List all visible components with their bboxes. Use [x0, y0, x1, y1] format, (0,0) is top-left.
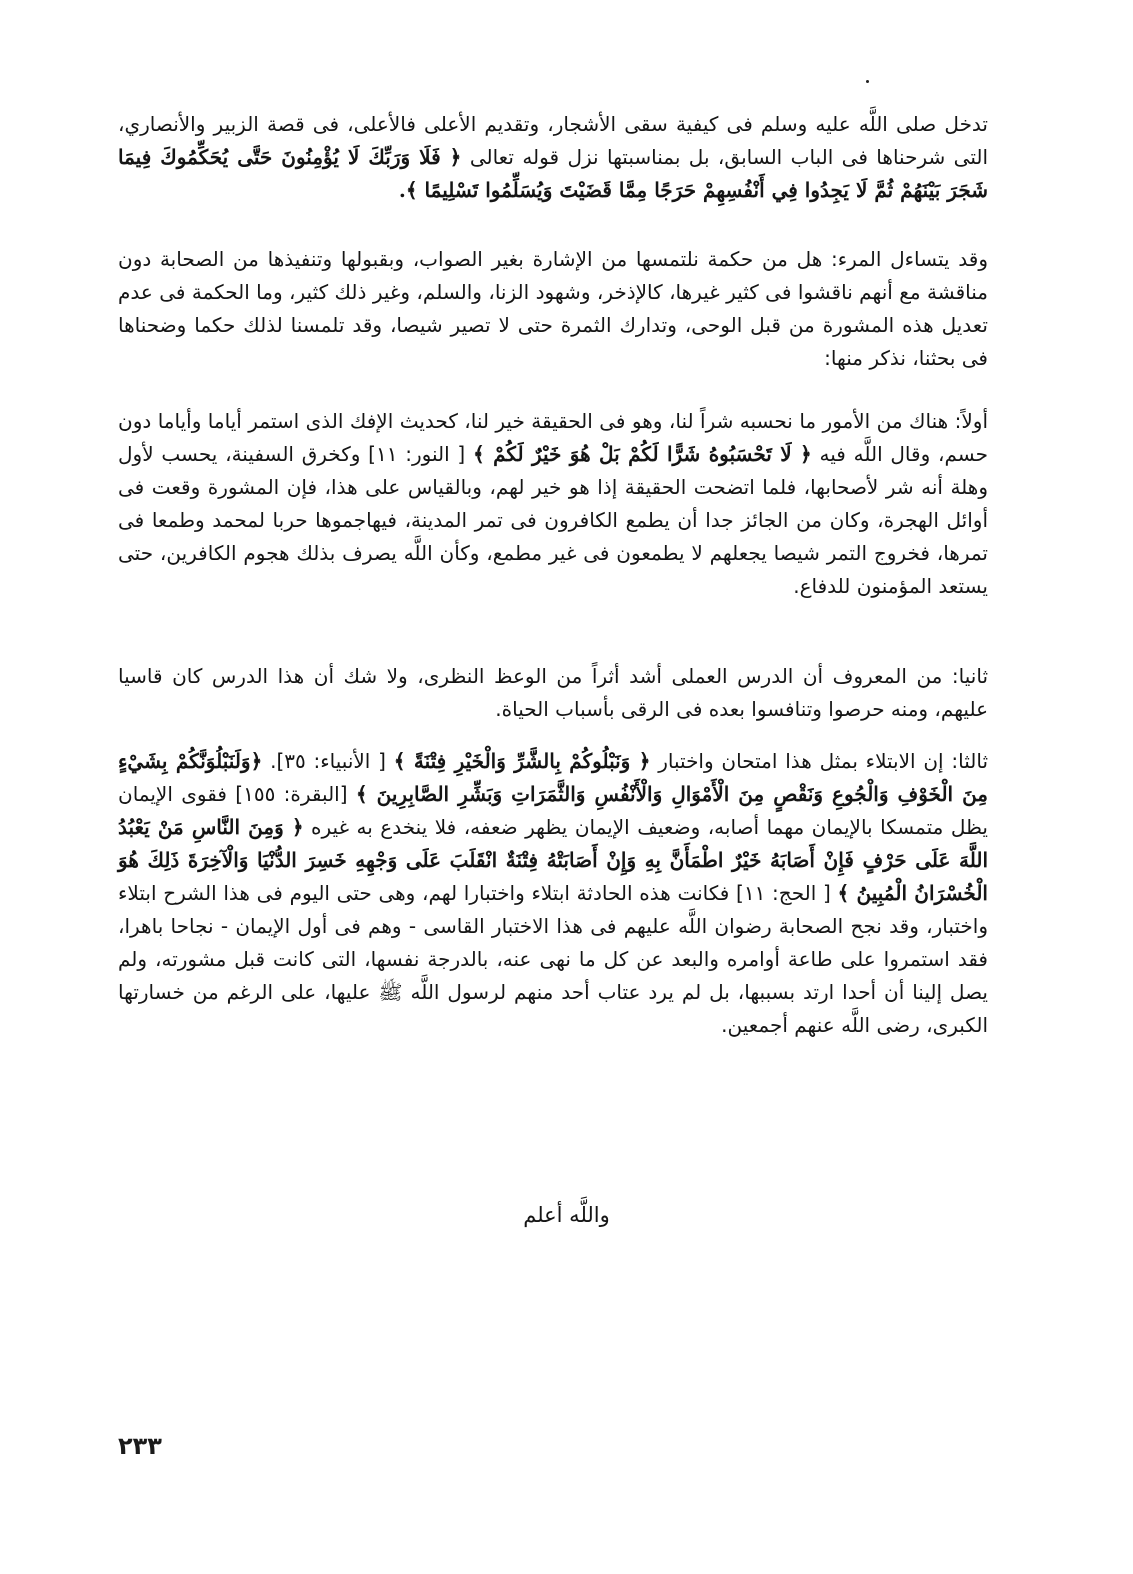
quran-verse-baqarah: ﴿وَلَنَبْلُوَنَّكُمْ بِشَيْءٍ مِنَ الْخَوْفِ وَالْجُوعِ وَنَقْصٍ مِنَ الْأَمْوَالِ وَالْأَنْفُسِ وَالثَّمَرَاتِ وَبَشِّرِ الصَّابِرِينَ ﴾ — [118, 749, 989, 806]
quran-verse-anbiya: ﴿ وَنَبْلُوكُمْ بِالشَّرِّ وَالْخَيْرِ فِتْنَةً ﴾ — [393, 749, 651, 773]
paragraph-2-text: وقد يتساءل المرء: هل من حكمة نلتمسها من الإشارة بغير الصواب، وبقبولها وتنفيذها من الصحابة دون مناقشة مع أنهم ناقشوا فى كثير غيرها، كالإذخر، وشهود الزنا، والسلم، وغير ذلك كثير، وما الحكمة فى عدم تعديل هذه المشورة من قبل الوحى، وتدارك الثمرة حتى لا تصير شيصا، وقد تلمسنا لذلك حكما وضحناها فى بحثنا، نذكر منها: — [118, 247, 988, 370]
paragraph-5-text-d: [ الحج: ١١] فكانت هذه الحادثة ابتلاء واختبارا لهم، وهى حتى اليوم فى هذا الشرح ابتلاء واختبار، وقد نجح الصحابة رضوان اللَّه عليهم فى هذا الاختبار القاسى - وهم فى أول الإيمان - نجاحا باهرا، فقد استمروا على طاعة أوامره والبعد عن كل ما نهى عنه، بالدرجة نفسها، التى كانت قبل مشورته، ولم يصل إلينا أن أحدا ارتد بسببها، بل لم يرد عتاب أحد منهم لرسول اللَّه ﷺ عليها، على الرغم من خسارتها الكبرى، رضى اللَّه عنهم أجمعين. — [118, 881, 988, 1037]
paragraph-1-text: تدخل صلى اللَّه عليه وسلم فى كيفية سقى الأشجار، وتقديم الأعلى فالأعلى، فى قصة الزبير والأنصاري، التى شرحناها فى الباب السابق، بل بمناسبتها نزل قوله تعالى — [118, 112, 989, 169]
page-mark-dot — [866, 80, 869, 83]
paragraph-5-text-c: [البقرة: ١٥٥] فقوى الإيمان يظل متمسكا بالإيمان مهما أصابه، وضعيف الإيمان يظهر ضعفه، فلا ينخدع به غيره — [118, 782, 988, 839]
paragraph-5-lead: ثالثا: — [951, 749, 989, 773]
quran-verse-hajj: ﴿ وَمِنَ النَّاسِ مَنْ يَعْبُدُ اللَّهَ عَلَى حَرْفٍ فَإِنْ أَصَابَهُ خَيْرٌ اطْمَأَنَّ بِهِ وَإِنْ أَصَابَتْهُ فِتْنَةٌ انْقَلَبَ عَلَى وَجْهِهِ خَسِرَ الدُّنْيَا وَالْآخِرَةَ ذَلِكَ هُوَ الْخُسْرَانُ الْمُبِينُ ﴾ — [118, 815, 988, 905]
paragraph-3-lead: أولاً: — [954, 409, 988, 433]
paragraph-3-text-a: هناك من الأمور ما نحسبه شراً لنا، وهو فى الحقيقة خير لنا، كحديث الإفك الذى استمر أياما وأياما دون حسم، وقال اللَّه فيه — [118, 409, 988, 466]
closing-phrase: واللَّه أعلم — [523, 1203, 610, 1227]
paragraph-5-text-a: إن الابتلاء بمثل هذا امتحان واختبار — [658, 749, 944, 773]
paragraph-5 — [118, 745, 988, 1042]
paragraph-2 — [118, 243, 988, 375]
quran-verse-nur: ﴿ لَا تَحْسَبُوهُ شَرًّا لَكُمْ بَلْ هُوَ خَيْرٌ لَكُمْ ﴾ — [473, 442, 812, 466]
paragraph-3-text-b: [ النور: ١١] وكخرق السفينة، يحسب لأول وهلة أنه شر لأصحابها، فلما اتضحت الحقيقة إذا هو خير لهم، وبالقياس على هذا، فإن المشورة وقعت فى أوائل الهجرة، وكان من الجائز جدا أن يطمع الكافرون فى تمر المدينة، فيهاجموها حربا لمحمد وطمعا فى تمرها، فخروج التمر شيصا يجعلهم لا يطمعون فى غير مطمع، وكأن اللَّه يصرف بذلك هجوم الكافرين، حتى يستعد المؤمنون للدفاع. — [118, 442, 988, 598]
quran-verse-nisa: ﴿ فَلَا وَرَبِّكَ لَا يُؤْمِنُونَ حَتَّى يُحَكِّمُوكَ فِيمَا شَجَرَ بَيْنَهُمْ ثُمَّ لَا يَجِدُوا فِي أَنْفُسِهِمْ حَرَجًا مِمَّا قَضَيْتَ وَيُسَلِّمُوا تَسْلِيمًا ﴾. — [118, 145, 988, 202]
page-number: ٢٣٣ — [118, 1432, 162, 1460]
paragraph-4-lead: ثانيا: — [951, 664, 989, 688]
paragraph-5-text-b: [ الأنبياء: ٣٥]. — [270, 749, 386, 773]
paragraph-4 — [118, 660, 988, 726]
paragraph-1 — [118, 108, 988, 207]
paragraph-4-text: من المعروف أن الدرس العملى أشد أثراً من الوعظ النظرى، ولا شك أن هذا الدرس كان قاسيا عليهم، ومنه حرصوا وتنافسوا بعده فى الرقى بأسباب الحياة. — [118, 664, 988, 721]
paragraph-3 — [118, 405, 988, 603]
